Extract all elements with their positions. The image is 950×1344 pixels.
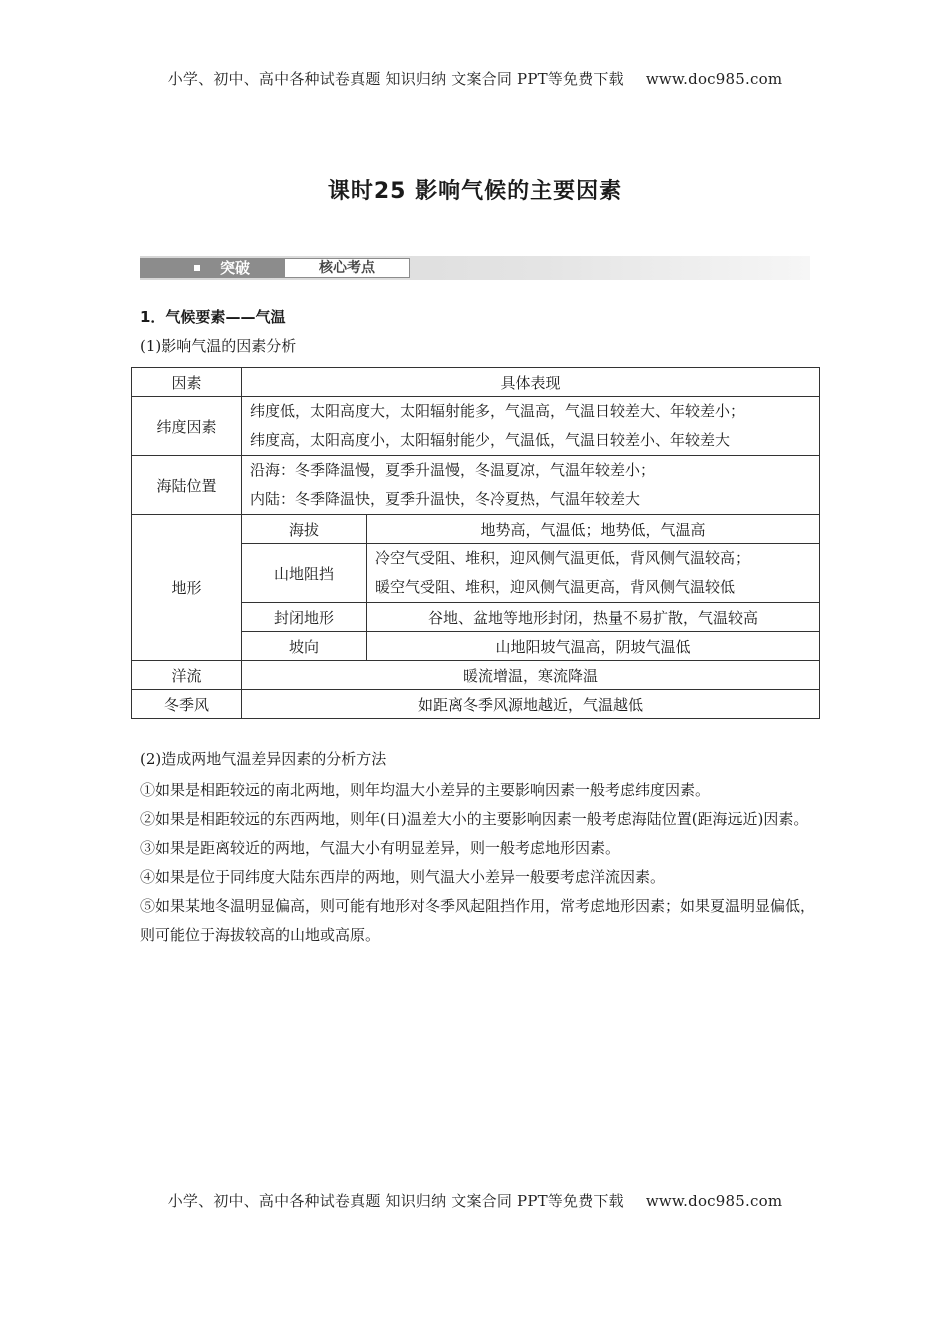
sub-factor-name: 坡向 <box>242 632 367 661</box>
detail-line: 纬度高，太阳高度小，太阳辐射能少，气温低，气温日较差小、年较差大 <box>250 431 731 449</box>
table-row <box>132 690 820 719</box>
header-url[interactable]: www.doc985.com <box>645 70 783 88</box>
footer-text: 小学、初中、高中各种试卷真题 知识归纳 文案合同 PPT等免费下载 <box>167 1192 624 1210</box>
analysis-point: ⑤如果某地冬温明显偏高，则可能有地形对冬季风起阻挡作用，常考虑地形因素；如果夏温明显偏低，则可能位于海拔较高的山地或高原。 <box>140 897 816 944</box>
sub-factor-name: 封闭地形 <box>242 603 367 632</box>
page-title: 课时25 影响气候的主要因素 <box>327 179 623 204</box>
factor-detail <box>242 456 820 515</box>
detail-line: 冷空气受阻、堆积，迎风侧气温更低，背风侧气温较高； <box>375 549 751 567</box>
table-row <box>132 456 820 515</box>
factor-detail: 暖流增温，寒流降温 <box>242 661 820 690</box>
factor-detail: 地势高，气温低；地势低，气温高 <box>367 515 820 544</box>
detail-line: 内陆：冬季降温快，夏季升温快，冬冷夏热，气温年较差大 <box>250 490 641 508</box>
footer-url[interactable]: www.doc985.com <box>645 1192 783 1210</box>
detail-line: 沿海：冬季降温慢，夏季升温慢，冬温夏凉，气温年较差小； <box>250 461 656 479</box>
col-factor-header: 因素 <box>132 368 242 397</box>
sub-factor-name: 山地阻挡 <box>242 544 367 603</box>
factor-detail <box>242 397 820 456</box>
col-detail-header: 具体表现 <box>242 368 820 397</box>
banner-tag <box>140 258 284 278</box>
section2-subheading: (2)造成两地气温差异因素的分析方法 <box>140 750 387 768</box>
section-banner <box>140 256 810 280</box>
analysis-point: ①如果是相距较远的南北两地，则年均温大小差异的主要影响因素一般考虑纬度因素。 <box>140 781 711 799</box>
banner-label: 核心考点 <box>284 258 410 278</box>
banner-tag-label: 突破 <box>220 259 251 277</box>
table-header-row <box>132 368 820 397</box>
factor-name: 冬季风 <box>132 690 242 719</box>
factor-table <box>131 367 820 719</box>
analysis-point: ③如果是距离较近的两地，气温大小有明显差异，则一般考虑地形因素。 <box>140 839 621 857</box>
factor-name: 地形 <box>132 515 242 661</box>
analysis-points <box>140 776 816 950</box>
factor-detail: 谷地、盆地等地形封闭，热量不易扩散，气温较高 <box>367 603 820 632</box>
sub-factor-name: 海拔 <box>242 515 367 544</box>
detail-line: 纬度低，太阳高度大，太阳辐射能多，气温高，气温日较差大、年较差小； <box>250 402 746 420</box>
analysis-point: ④如果是位于同纬度大陆东西岸的两地，则气温大小差异一般要考虑洋流因素。 <box>140 868 666 886</box>
header-text: 小学、初中、高中各种试卷真题 知识归纳 文案合同 PPT等免费下载 <box>167 70 624 88</box>
square-bullet-icon <box>194 265 200 271</box>
factor-name: 海陆位置 <box>132 456 242 515</box>
factor-name: 纬度因素 <box>132 397 242 456</box>
detail-line: 暖空气受阻、堆积，迎风侧气温更高，背风侧气温较低 <box>375 578 736 596</box>
analysis-point: ②如果是相距较远的东西两地，则年(日)温差大小的主要影响因素一般考虑海陆位置(距海远近)因素。 <box>140 810 809 828</box>
page-footer <box>0 1190 950 1211</box>
section1-heading: 1．气候要素——气温 <box>140 308 286 326</box>
page-header <box>0 68 950 89</box>
section1-subheading: (1)影响气温的因素分析 <box>140 337 297 355</box>
table-row <box>132 397 820 456</box>
factor-name: 洋流 <box>132 661 242 690</box>
table-row <box>132 515 820 544</box>
factor-detail <box>367 544 820 603</box>
table-row <box>132 661 820 690</box>
factor-detail: 山地阳坡气温高，阴坡气温低 <box>367 632 820 661</box>
factor-detail: 如距离冬季风源地越近，气温越低 <box>242 690 820 719</box>
